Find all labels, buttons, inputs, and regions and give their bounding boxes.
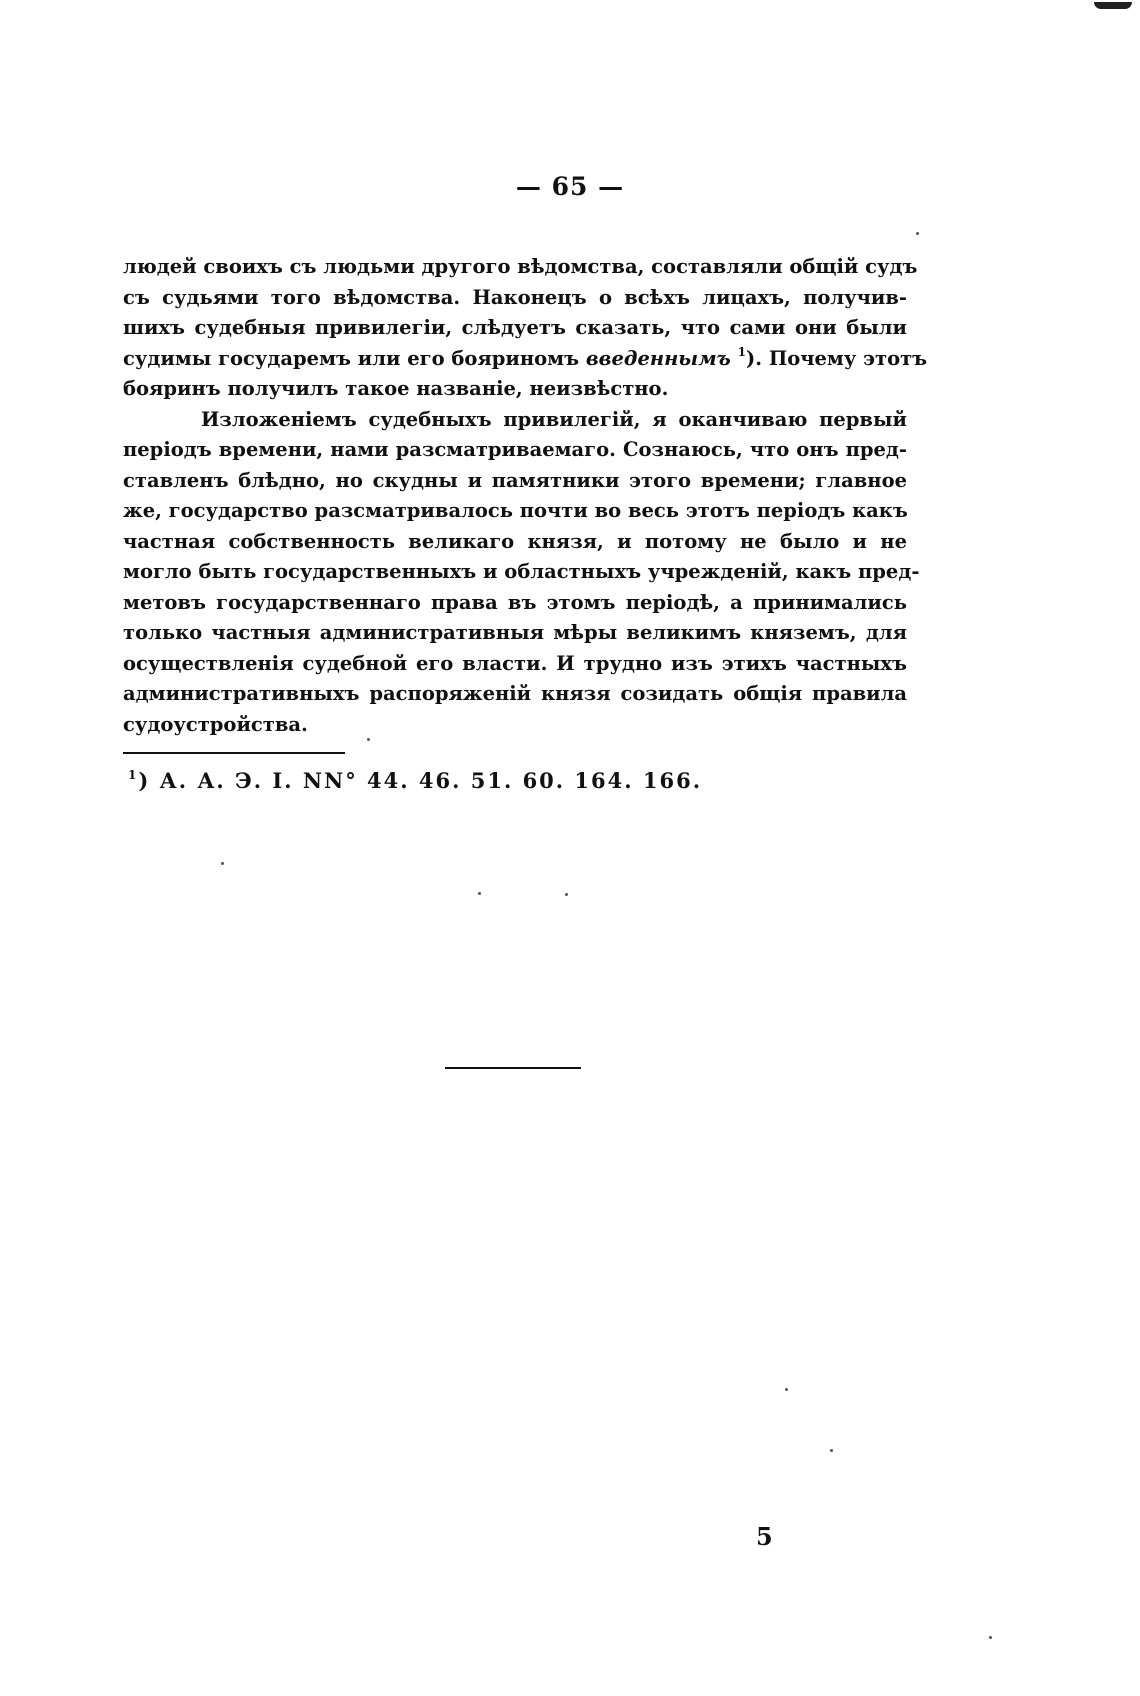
text-line: метовъ государственнаго права въ этомъ періодѣ, а принимались <box>123 590 907 614</box>
footnote-divider <box>123 752 345 754</box>
text-line: административныхъ распоряженій князя созидать общія правила <box>123 682 907 705</box>
text-line-with-footnote <box>123 344 928 375</box>
text-line: шихъ судебныя привилегіи, слѣдуетъ сказать, что сами они были <box>123 316 907 339</box>
text-line: только частныя административныя мѣры великимъ княземъ, для <box>123 621 907 644</box>
footnote-reference: 1 <box>737 344 747 359</box>
scan-speck <box>830 1449 833 1452</box>
text-line: Изложеніемъ судебныхъ привилегій, я оканчиваю первый <box>201 407 907 431</box>
scan-speck <box>565 893 568 896</box>
text-line: людей своихъ съ людьми другого вѣдомства, составляли общій судъ <box>123 255 918 278</box>
page-number: — 65 — <box>515 172 625 201</box>
text-line: періодъ времени, нами разсматриваемаго. Сознаюсь, что онъ пред- <box>123 438 907 461</box>
text-line: частная собственность великаго князя, и потому не было и не <box>123 529 907 553</box>
text-line: съ судьями того вѣдомства. Наконецъ о всѣхъ лицахъ, получив- <box>123 285 907 309</box>
scan-speck <box>221 862 224 865</box>
main-text <box>123 252 928 740</box>
text-segment: судимы государемъ или его бояриномъ <box>123 346 580 370</box>
text-line: бояринъ получилъ такое названіе, неизвѣстно. <box>123 377 669 400</box>
printer-signature-mark: 5 <box>756 1522 773 1551</box>
text-segment: ). Почему этотъ <box>746 346 928 370</box>
text-line: судоустройства. <box>123 712 308 736</box>
scan-speck <box>478 892 481 895</box>
scan-speck <box>989 1636 992 1639</box>
text-line: ставленъ блѣдно, но скудны и памятники этого времени; главное <box>123 468 907 492</box>
footnote-text: ) А. А. Э. I. NN° 44. 46. 51. 60. 164. 166. <box>138 768 703 793</box>
italic-term: введеннымъ <box>585 346 731 370</box>
scan-speck <box>916 232 919 235</box>
footnote-marker: 1 <box>128 768 139 782</box>
footnote <box>128 768 702 793</box>
text-line: осуществленія судебной его власти. И трудно изъ этихъ частныхъ <box>123 651 907 675</box>
text-line: же, государство разсматривалось почти во весь этотъ періодъ какъ <box>123 499 908 522</box>
corner-scan-mark <box>1094 2 1132 9</box>
scan-speck <box>785 1388 788 1391</box>
scan-speck <box>367 738 370 741</box>
text-line: могло быть государственныхъ и областныхъ учрежденій, какъ пред- <box>123 560 920 583</box>
section-end-rule <box>445 1067 581 1069</box>
